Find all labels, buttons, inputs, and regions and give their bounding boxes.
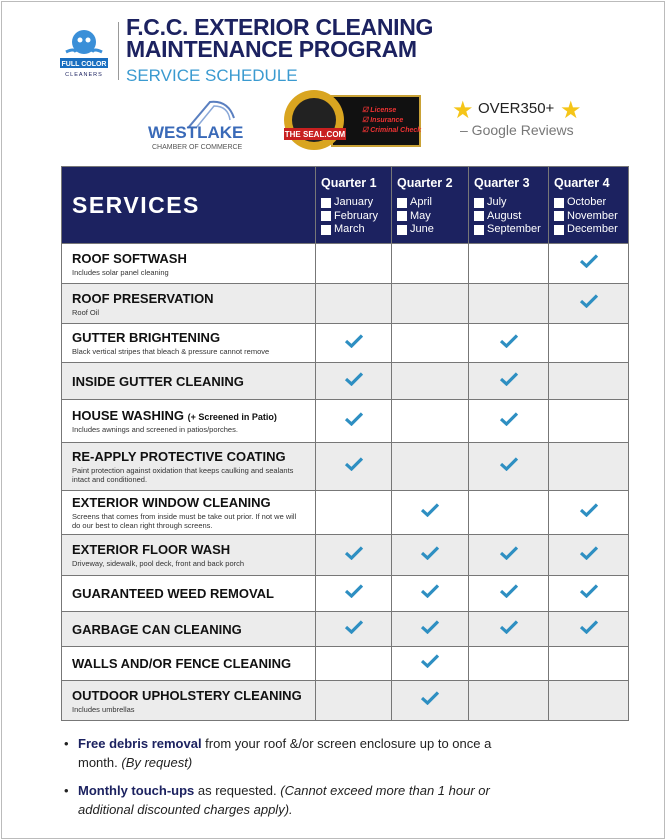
month-label: May: [410, 209, 431, 222]
service-schedule-table: [61, 166, 629, 721]
month-option: [397, 223, 468, 237]
table-row: [62, 443, 629, 491]
quarter-1-cell: [316, 443, 392, 491]
service-name: [72, 449, 305, 464]
checkmark-icon: [421, 654, 439, 668]
quarter-4-cell: [549, 443, 629, 491]
checkmark-icon: [421, 584, 439, 598]
month-checkbox[interactable]: [321, 225, 331, 235]
service-title: ROOF SOFTWASH: [72, 250, 187, 266]
quarter-label: Quarter 2: [397, 176, 453, 190]
checkmark-icon: [345, 620, 363, 634]
quarter-1-cell: [316, 576, 392, 612]
month-checkbox[interactable]: [397, 198, 407, 208]
westlake-chamber-logo: [148, 98, 248, 152]
quarter-3-cell: [469, 647, 549, 681]
quarter-1-cell: [316, 363, 392, 400]
header-divider: [118, 22, 119, 80]
table-row: [62, 284, 629, 324]
month-option: [321, 223, 391, 237]
service-title: INSIDE GUTTER CLEANING: [72, 373, 244, 389]
table-row: [62, 681, 629, 721]
service-cell: [62, 400, 316, 443]
service-title: EXTERIOR WINDOW CLEANING: [72, 495, 271, 510]
services-header: SERVICES: [62, 167, 316, 244]
service-title: GUTTER BRIGHTENING: [72, 330, 221, 345]
quarter-2-cell: [392, 324, 469, 363]
quarter-3-cell: [469, 535, 549, 576]
checkmark-icon: [500, 334, 518, 348]
service-description: Screens that comes from inside must be take out prior. If not we will do our best to clean right through screens.: [72, 512, 297, 530]
service-cell: [62, 324, 316, 363]
page-subtitle: SERVICE SCHEDULE: [126, 66, 298, 85]
quarter-2-cell: [392, 363, 469, 400]
month-checkbox[interactable]: [474, 225, 484, 235]
quarter-1-cell: [316, 491, 392, 535]
quarter-1-cell: [316, 647, 392, 681]
month-label: June: [410, 223, 434, 235]
quarter-4-cell: [549, 612, 629, 647]
service-name: [72, 330, 305, 345]
quarter-1-cell: [316, 284, 392, 324]
note-text: as requested.: [194, 783, 281, 798]
month-checkbox[interactable]: [554, 225, 564, 235]
checkmark-icon: [580, 294, 598, 308]
table-row: [62, 647, 629, 681]
svg-text:☑ Criminal Check: ☑ Criminal Check: [362, 127, 422, 134]
service-name: [72, 542, 305, 557]
seal-of-security-badge: [282, 88, 422, 154]
quarter-2-cell: [392, 681, 469, 721]
quarter-label: Quarter 1: [321, 176, 377, 190]
service-name: [72, 374, 305, 389]
note-bold: Monthly touch-ups: [78, 783, 195, 798]
month-label: February: [334, 209, 379, 222]
table-row: [62, 400, 629, 443]
table-row: [62, 363, 629, 400]
service-cell: [62, 535, 316, 576]
month-option: [474, 210, 548, 224]
service-title: OUTDOOR UPHOLSTERY CLEANING: [72, 687, 302, 703]
month-label: April: [410, 196, 433, 208]
service-name: [72, 622, 305, 637]
service-cell: [62, 363, 316, 400]
google-reviews-label: – Google Reviews: [460, 122, 574, 138]
service-title: RE-APPLY PROTECTIVE COATING: [72, 449, 286, 464]
svg-text:CHAMBER OF COMMERCE: CHAMBER OF COMMERCE: [152, 144, 243, 151]
quarter-1-cell: [316, 612, 392, 647]
service-cell: [62, 491, 316, 535]
service-description: Paint protection against oxidation that keeps caulking and sealants intact and conditioned.: [72, 466, 294, 484]
table-row: [62, 612, 629, 647]
service-cell: [62, 681, 316, 721]
note-italic: (By request): [121, 755, 193, 770]
note-italic: (Cannot exceed more than 1 hour or additional discounted charges apply).: [78, 783, 490, 817]
checkmark-icon: [421, 503, 439, 517]
month-checkbox[interactable]: [474, 198, 484, 208]
title-line-2: MAINTENANCE PROGRAM: [126, 36, 417, 62]
quarter-4-cell: [549, 244, 629, 284]
checkmark-icon: [580, 584, 598, 598]
quarter-3-cell: [469, 681, 549, 721]
service-description: Includes awnings and screened in patios/porches.: [72, 425, 238, 434]
quarter-2-cell: [392, 576, 469, 612]
quarter-1-header: [316, 167, 392, 244]
checkmark-icon: [580, 503, 598, 517]
month-checkbox[interactable]: [321, 198, 331, 208]
checkmark-icon: [345, 584, 363, 598]
service-title: HOUSE WASHING: [72, 408, 184, 423]
note-item: [64, 734, 534, 772]
service-description: Driveway, sidewalk, pool deck, front and back porch: [72, 559, 245, 568]
month-label: August: [487, 209, 522, 222]
month-checkbox[interactable]: [554, 211, 564, 221]
quarter-1-cell: [316, 681, 392, 721]
quarter-2-cell: [392, 612, 469, 647]
quarter-3-cell: [469, 612, 549, 647]
service-note: (+ Screened in Patio): [187, 412, 277, 422]
service-title: GUARANTEED WEED REMOVAL: [72, 586, 274, 601]
month-option: [397, 196, 468, 210]
table-row: [62, 324, 629, 363]
quarter-label: Quarter 3: [474, 176, 530, 190]
checkmark-icon: [345, 334, 363, 348]
service-cell: [62, 443, 316, 491]
month-option: [554, 223, 628, 237]
service-name: [72, 408, 305, 423]
quarter-4-cell: [549, 535, 629, 576]
quarter-4-cell: [549, 681, 629, 721]
month-label: March: [334, 223, 365, 235]
month-option: [397, 210, 468, 224]
service-cell: [62, 244, 316, 284]
service-description: Includes umbrellas: [72, 704, 135, 714]
service-title: EXTERIOR FLOOR WASH: [72, 542, 231, 557]
quarter-2-cell: [392, 400, 469, 443]
checkmark-icon: [421, 620, 439, 634]
google-reviews-badge: [452, 96, 592, 146]
quarter-2-cell: [392, 491, 469, 535]
quarter-4-cell: [549, 491, 629, 535]
quarter-4-cell: [549, 400, 629, 443]
table-row: [62, 491, 629, 535]
quarter-2-cell: [392, 284, 469, 324]
checkmark-icon: [500, 412, 518, 426]
notes-list: [64, 734, 534, 828]
quarter-4-cell: [549, 576, 629, 612]
quarter-3-header: [469, 167, 549, 244]
month-checkbox[interactable]: [554, 198, 564, 208]
service-name: [72, 656, 305, 671]
quarter-3-cell: [469, 363, 549, 400]
checkmark-icon: [421, 546, 439, 560]
month-option: [474, 223, 548, 237]
service-name: [72, 251, 305, 266]
svg-text:WESTLAKE: WESTLAKE: [148, 123, 244, 142]
checkmark-icon: [500, 584, 518, 598]
table-row: [62, 535, 629, 576]
month-label: December: [567, 223, 618, 235]
checkmark-icon: [580, 620, 598, 634]
quarter-4-header: [549, 167, 629, 244]
quarter-4-cell: [549, 284, 629, 324]
table-row: [62, 576, 629, 612]
service-cell: [62, 647, 316, 681]
service-description: Includes solar panel cleaning: [72, 267, 169, 277]
quarter-4-cell: [549, 647, 629, 681]
service-description: Black vertical stripes that bleach & pressure cannot remove: [72, 347, 270, 356]
quarter-2-header: [392, 167, 469, 244]
review-count: OVER350+: [478, 100, 555, 117]
service-name: [72, 495, 305, 510]
checkmark-icon: [345, 372, 363, 386]
quarter-3-cell: [469, 443, 549, 491]
service-name: [72, 688, 305, 703]
service-description: Roof Oil: [72, 307, 100, 317]
service-cell: [62, 284, 316, 324]
month-label: September: [487, 223, 541, 235]
note-text: from your roof &/or screen enclosure up to once a month.: [78, 736, 492, 770]
quarter-3-cell: [469, 324, 549, 363]
service-title: WALLS AND/OR FENCE CLEANING: [72, 656, 292, 671]
service-name: [72, 586, 305, 601]
quarter-3-cell: [469, 491, 549, 535]
checkmark-icon: [500, 546, 518, 560]
month-label: October: [567, 196, 607, 208]
quarter-label: Quarter 4: [554, 176, 610, 190]
checkmark-icon: [345, 412, 363, 426]
service-title: ROOF PRESERVATION: [72, 290, 214, 306]
service-cell: [62, 576, 316, 612]
full-color-cleaners-logo: [58, 22, 110, 80]
month-option: [321, 210, 391, 224]
service-cell: [62, 612, 316, 647]
month-checkbox[interactable]: [397, 211, 407, 221]
service-name: [72, 291, 305, 306]
star-icon: ★: [560, 97, 582, 124]
quarter-1-cell: [316, 535, 392, 576]
table-row: [62, 244, 629, 284]
title-line-1: F.C.C. EXTERIOR CLEANING: [126, 14, 434, 40]
checkmark-icon: [580, 546, 598, 560]
quarter-1-cell: [316, 244, 392, 284]
quarter-3-cell: [469, 400, 549, 443]
checkmark-icon: [500, 457, 518, 471]
quarter-2-cell: [392, 647, 469, 681]
checkmark-icon: [421, 691, 439, 705]
checkmark-icon: [580, 254, 598, 268]
month-label: July: [487, 196, 507, 208]
quarter-2-cell: [392, 244, 469, 284]
checkmark-icon: [345, 457, 363, 471]
quarter-3-cell: [469, 244, 549, 284]
month-label: November: [567, 209, 618, 222]
svg-text:THE SEAL.COM: THE SEAL.COM: [284, 130, 346, 139]
service-title: GARBAGE CAN CLEANING: [72, 621, 242, 637]
month-checkbox[interactable]: [397, 225, 407, 235]
month-checkbox[interactable]: [321, 211, 331, 221]
checkmark-icon: [500, 620, 518, 634]
quarter-2-cell: [392, 443, 469, 491]
month-option: [554, 210, 628, 224]
page-title: [126, 16, 433, 60]
quarter-4-cell: [549, 363, 629, 400]
star-icon: ★: [452, 97, 474, 124]
svg-text:☑ License: ☑ License: [362, 107, 397, 114]
month-label: January: [334, 196, 374, 208]
month-checkbox[interactable]: [474, 211, 484, 221]
month-option: [474, 196, 548, 210]
quarter-2-cell: [392, 535, 469, 576]
checkmark-icon: [345, 546, 363, 560]
month-option: [554, 196, 628, 210]
quarter-1-cell: [316, 324, 392, 363]
quarter-3-cell: [469, 576, 549, 612]
svg-text:☑ Insurance: ☑ Insurance: [362, 117, 404, 124]
svg-text:CLEANERS: CLEANERS: [65, 72, 103, 78]
note-item: [64, 781, 534, 819]
checkmark-icon: [500, 372, 518, 386]
note-bold: Free debris removal: [78, 736, 202, 751]
month-option: [321, 196, 391, 210]
svg-text:FULL COLOR: FULL COLOR: [61, 61, 107, 68]
quarter-4-cell: [549, 324, 629, 363]
quarter-3-cell: [469, 284, 549, 324]
quarter-1-cell: [316, 400, 392, 443]
